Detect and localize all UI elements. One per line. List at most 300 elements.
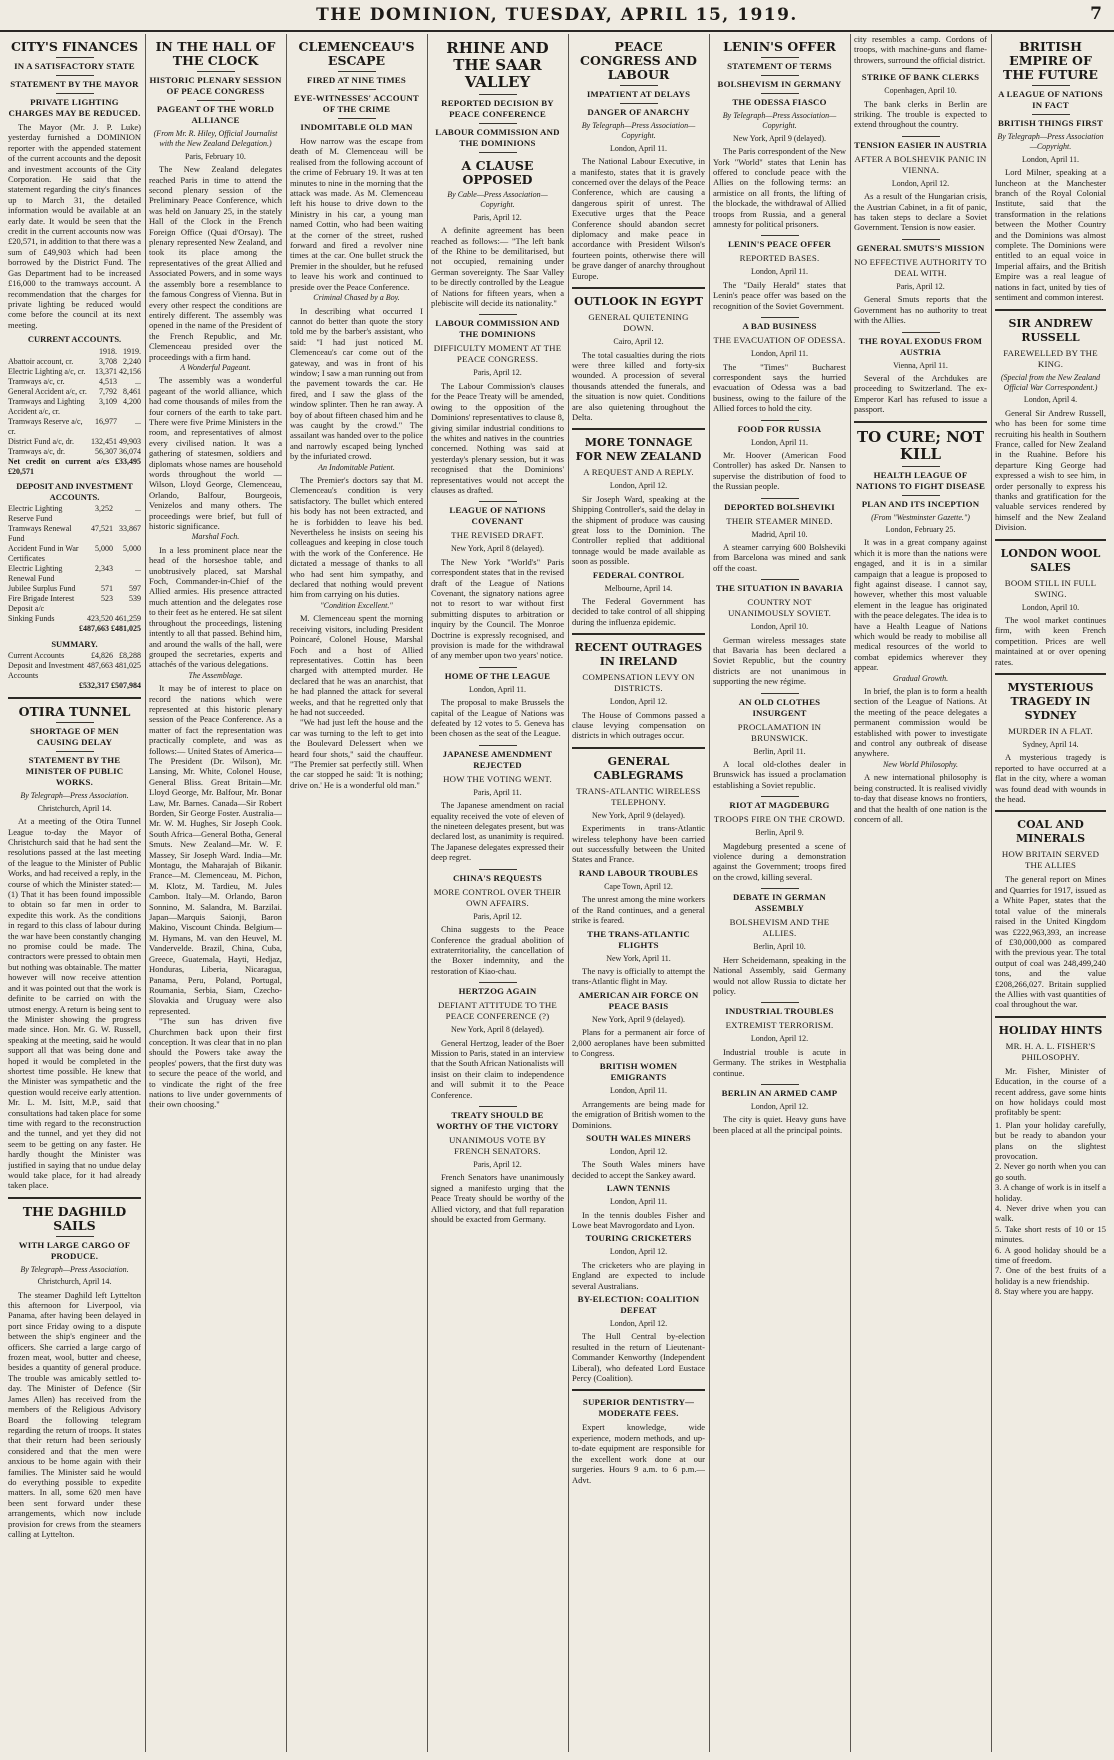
dateline: London, April 11. bbox=[609, 1086, 668, 1096]
dateline: Cape Town, April 12. bbox=[604, 881, 673, 891]
article-situation-bavaria bbox=[713, 583, 846, 686]
article-body: China suggests to the Peace Conference the gradual abolition of extraterritoriality, the cancellation of the Boxer indemnity, and the restoration of Kiao-chau. bbox=[431, 924, 564, 976]
headline: LEAGUE OF NATIONS COVENANT bbox=[449, 505, 546, 527]
byline: By Telegraph—Press Association. bbox=[20, 1264, 129, 1274]
deck: A LEAGUE OF NATIONS IN FACT bbox=[998, 89, 1103, 110]
divider bbox=[56, 1236, 94, 1237]
headline: THE TRANS-ATLANTIC FLIGHTS bbox=[587, 928, 690, 950]
deck: TRANS-ATLANTIC WIRELESS TELEPHONY. bbox=[576, 785, 701, 807]
divider bbox=[479, 501, 517, 502]
deck: MORE CONTROL OVER THEIR OWN AFFAIRS. bbox=[433, 886, 562, 908]
headline: FOOD FOR RUSSIA bbox=[737, 423, 822, 434]
byline: (From Mr. R. Hiley, Official Journalist with the New Zealand Delegation.) bbox=[153, 129, 278, 149]
headline: LENIN'S PEACE OFFER bbox=[727, 239, 832, 250]
article-outlook-egypt bbox=[572, 295, 705, 422]
article-body: Industrial trouble is acute in Germany. The strikes in Westphalia continue. bbox=[713, 1046, 846, 1078]
ad-body: Expert knowledge, wide experience, modern methods, and up-to-date equipment are responsible for the excellent work done at our surgeries. Hours 9 a.m. to 6 p.m.—Advt. bbox=[572, 1422, 705, 1485]
divider bbox=[479, 314, 517, 315]
dateline: London, April 12. bbox=[891, 178, 950, 188]
column-8 bbox=[995, 34, 1106, 1752]
dateline: London, April 12. bbox=[750, 1101, 809, 1111]
article-divider bbox=[572, 1389, 705, 1391]
article-body: The New Zealand delegates reached Paris in time to attend the second plenary session of the Preliminary Peace Conference, which was held on January 25, in the stately Hall of the Clock in the French Foreign Office (Quai d'Orsay). The plenary represented New Zealand, and took its place among the representatives of the great Allied and Associated Powers, and in some ways the assembly bore a resemblance to the famous Congress of Vienna. But in every other respect the conditions are entirely different. The assembly was opened in the name of the President of the French Republic, and Mr. Clemenceau presided over the proceedings with a firm hand. bbox=[149, 164, 282, 362]
dateline: Copenhagen, April 10. bbox=[884, 86, 957, 96]
headline: RHINE AND THE SAAR VALLEY bbox=[446, 39, 549, 91]
dateline: Madrid, April 10. bbox=[751, 529, 808, 539]
divider bbox=[761, 1002, 799, 1003]
dateline: Paris, February 10. bbox=[185, 151, 246, 161]
headline: LENIN'S OFFER bbox=[723, 39, 836, 54]
page-columns bbox=[8, 34, 1106, 1752]
dateline: Paris, April 12. bbox=[896, 281, 945, 291]
article-body: The total casualties during the riots were three killed and forty-six wounded. A procession of several thousands attended the funerals, and the situation is now quiet. Conditions are also quietening throughout the Delta. bbox=[572, 349, 705, 422]
divider bbox=[479, 745, 517, 746]
dateline: Paris, April 12. bbox=[473, 911, 522, 921]
headline: OTIRA TUNNEL bbox=[18, 704, 131, 720]
article-body: The South Wales miners have decided to accept the Sankey award. bbox=[572, 1159, 705, 1180]
article-body: Several of the Archdukes are proceeding to Switzerland. The ex-Emperor Karl has refused to issue a passport. bbox=[854, 372, 987, 415]
dateline: London, April 12. bbox=[609, 481, 668, 491]
headline: BRITISH WOMEN EMIGRANTS bbox=[599, 1061, 678, 1083]
article-bank-clerks bbox=[854, 72, 987, 130]
table-row: Jubilee Surplus Fund 571 597 bbox=[8, 584, 141, 594]
dateline: New York, April 11. bbox=[606, 953, 671, 963]
headline: THE ROYAL EXODUS FROM AUSTRIA bbox=[858, 335, 983, 357]
article-body: The House of Commons passed a clause levying compensation on districts in which outrages occur. bbox=[572, 709, 705, 741]
newspaper-title: THE DOMINION, TUESDAY, APRIL 15, 1919. bbox=[316, 5, 798, 25]
article-body: Plans for a permanent air force of 2,000 aeroplanes have been submitted to Congress. bbox=[572, 1027, 705, 1058]
article-body: The proposal to make Brussels the capital of the League of Nations was defeated by 12 votes to 5. Geneva has been chosen as the seat of the League. bbox=[431, 697, 564, 739]
deck: HOW THE VOTING WENT. bbox=[443, 773, 552, 784]
divider bbox=[56, 93, 94, 94]
article-body: Mr. Fisher, Minister of Education, in the course of a recent address, gave some hints on how holidays could most profitably be spent: bbox=[995, 1065, 1106, 1118]
headline: MORE TONNAGE FOR NEW ZEALAND bbox=[575, 436, 702, 464]
divider bbox=[761, 420, 799, 421]
divider bbox=[761, 579, 799, 580]
dateline: London, April 12. bbox=[609, 697, 668, 707]
deck: THEIR STEAMER MINED. bbox=[726, 515, 833, 526]
article-body: The wool market continues firm, with keen French competition. Prices are well maintained at or over opening rates. bbox=[995, 615, 1106, 667]
headline: CLEMENCEAU'S ESCAPE bbox=[298, 39, 415, 68]
column-5 bbox=[572, 34, 705, 1752]
article-body: The New York "World's" Paris correspondent states that in the revised draft of the League of Nations Covenant, the signatory nations agree not to resort to war without first submitting disputes to arbitration or inquiry by the Council. The Monroe Doctrine is expressly recognised, and provision is made for the withdrawal of any member upon two years' notice. bbox=[431, 556, 564, 661]
table-row: Tramways a/c, dr. 56,307 36,074 bbox=[8, 446, 141, 456]
subheading: The Assemblage. bbox=[188, 670, 243, 680]
deck: THE REVISED DRAFT. bbox=[451, 530, 544, 541]
deck: HISTORIC PLENARY SESSION OF PEACE CONGRESS bbox=[149, 75, 282, 96]
dateline: London, April 4. bbox=[1023, 395, 1078, 405]
article-body: A steamer carrying 600 Bolsheviki from Barcelona was mined and sank off the coast. bbox=[713, 541, 846, 573]
table-row: Tramways and Lighting Accident a/c, cr. 3,109 4,200 bbox=[8, 396, 141, 416]
article-food-for-russia bbox=[713, 424, 846, 492]
masthead bbox=[0, 0, 1114, 32]
dateline: London, April 11. bbox=[609, 1197, 668, 1207]
divider bbox=[761, 317, 799, 318]
deck: PROCLAMATION IN BRUNSWICK. bbox=[737, 721, 822, 743]
article-body: How narrow was the escape from death of M. Clemenceau will be realised from the following account of the crime of February 19. It was at ten minutes to nine in the morning that the attack was made. As M. Clemenceau left his house to drive down to the Ministry in his car, a young man named Cottin, who had been waiting at the corner of the street, rushed forward and fired a revolver nine times at the car. One bullet struck the Premier in the shoulder, but he refused to leave his work and continued to preside over the Peace Conference. bbox=[290, 136, 423, 292]
byline: (From "Westminster Gazette.") bbox=[871, 512, 970, 522]
deck: STATEMENT BY THE MAYOR bbox=[10, 79, 139, 89]
article-to-cure-not-kill bbox=[854, 429, 987, 825]
column-6 bbox=[713, 34, 846, 1752]
divider bbox=[479, 94, 517, 95]
column-rule bbox=[145, 34, 146, 1752]
divider bbox=[761, 1084, 799, 1085]
divider bbox=[902, 68, 940, 69]
byline: (Special from the New Zealand Official War Correspondent.) bbox=[1000, 372, 1101, 392]
article-body: The Labour Commission's clauses for the Peace Treaty will be amended, owing to the opposition of the Dominions' representatives to clause 8, giving similar industrial conditions to the whites and natives in the countries concerned. Nothing was said at yesterday's plenary session, but it was recognised that the Dominions' representatives would not accept the clauses as drafted. bbox=[431, 380, 564, 495]
byline: By Telegraph—Press Association—Copyright. bbox=[997, 132, 1104, 152]
headline: SIR ANDREW RUSSELL bbox=[1008, 316, 1093, 344]
list-item: 3. A change of work is in itself a holiday. bbox=[995, 1182, 1106, 1203]
deck: REPORTED BASES. bbox=[739, 253, 820, 264]
article-body: At a meeting of the Otira Tunnel League to-day the Mayor of Christchurch said that he had sent the resolutions passed at the last meeting of the league to the Minister of Public Works, and had received a reply, in the course of which the Minister stated:—(1) That it has been found impossible to obtain so far men in order to expedite this work. As the conditions in regard to this class of labour during the war have been constantly changing no promise could be made. The contractors were pressed to obtain men but nothing was obtainable. The matter however will now receive attention and it was pointed out that the work is definite to be carried on with the utmost energy. A return is being sent to the Minister showing the progress made since. Hon. Mr. G. W. Russell, speaking at the meeting, said he would support all that was being done and hoped it would be completed in the shortest time possible. He knew that the Minister was sympathetic and the question would receive early attention. Mr. L. M. Isitt, M.P., said that consultations had taken place for some time with regard to the reconstruction and the tunnel, and yet they did not seem to be getting on any faster. He hardly thought the Minister was justified in saying that no undue delay would take place, for it had already taken place. bbox=[8, 816, 141, 1191]
article-body: In a less prominent place near the head of the horseshoe table, and unobtrusively placed, sat Marshal Foch, Commander-in-Chief of the Allied armies. His presence attracted much attention and the delegates rose to their feet as he entered. He sat silent throughout the proceedings, listening intently to all that passed. Behind him, and around the walls of the hall, were grouped the secretaries, experts and attachés of the various delegations. bbox=[149, 544, 282, 670]
article-china-requests bbox=[431, 873, 564, 976]
article-japanese-amendment bbox=[431, 749, 564, 863]
article-body: It may be of interest to place on record the nations which were represented at this historic plenary session of the Peace Conference. As a matter of fact the representation was practically complete, and was as follows:— United States of America—The President (Dr. Wilson), Mr. Lansing, Mr. White, Colonel House, General Bliss. Great Britain—Mr. Lloyd George, Mr. Balfour, Mr. Bonar Law, Mr. Barnes. Canada—Sir Robert Borden, Sir George Foster. Australia—Mr. W. M. Hughes, Sir Joseph Cook. South Africa—General Botha, General Smuts. New Zealand—Mr. W. F. Massey, Sir Joseph Ward. India—Mr. Montagu, the Maharajah of Bikanir. France—M. Clemenceau, M. Pichon, M. Klotz, M. Tardieu, M. Jules Cambon. Italy—M. Orlando, Baron Sonnino, M. Salandra, M. Barzilai. Japan—Marquis Saionji, Baron Makino, Viscount Chinda. Belgium—M. Hymans, M. van den Heuvel, M. Vandervelde. Brazil, China, Cuba, Greece, Guatemala, Hayti, Hedjaz, Honduras, Liberia, Nicaragua, Panama, Peru, Poland, Portugal, Roumania, Serbia, Siam, Czecho-Slovakia and Uruguay were also represented. bbox=[149, 683, 282, 1016]
headline: RECENT OUTRAGES IN IRELAND bbox=[574, 641, 703, 669]
article-more-tonnage bbox=[572, 436, 705, 627]
column-1 bbox=[8, 34, 141, 1752]
deck: THE EVACUATION OF ODESSA. bbox=[713, 335, 846, 346]
subheading: A Wonderful Pageant. bbox=[180, 362, 251, 372]
byline: By Cable—Press Association—Copyright. bbox=[447, 190, 548, 210]
deck: THE ODESSA FIASCO bbox=[732, 97, 827, 107]
deck: MURDER IN A FLAT. bbox=[1008, 726, 1093, 737]
article-body: In describing what occurred I cannot do better than quote the story told me by the barber's assistant, who said: "I had just noticed M. Clemenceau's car come out of the gateway, and was in front of his window; I saw a man running out from the pavement towards the car. He fired, and I saw the glass of the window splinter. Then he ran away. A boy of about fifteen chased him and he was caught by the crowd." The assailant was handed over to the police and narrowly escaped being lynched by the infuriated crowd. bbox=[290, 305, 423, 462]
article-body: General Smuts reports that the Government has no authority to treat with the Allies. bbox=[854, 294, 987, 326]
list-item: 4. Never drive when you can walk. bbox=[995, 1203, 1106, 1224]
dateline: Christchurch, April 14. bbox=[37, 1277, 112, 1287]
dateline: New York, April 8 (delayed). bbox=[450, 1025, 545, 1035]
article-lenins-offer bbox=[713, 40, 846, 229]
headline: INDUSTRIAL TROUBLES bbox=[725, 1006, 834, 1017]
article-hall-of-the-clock bbox=[149, 40, 282, 1110]
article-home-of-league bbox=[431, 671, 564, 739]
article-clemenceau-escape bbox=[290, 40, 423, 790]
deck: MR. H. A. L. FISHER'S PHILOSOPHY. bbox=[1005, 1040, 1096, 1062]
dateline: New York, April 8 (delayed). bbox=[450, 544, 545, 554]
deck: REPORTED DECISION BY PEACE CONFERENCE bbox=[441, 98, 554, 119]
article-body: Magdeburg presented a scene of violence during a demonstration against the Government; troops fired on the crowd, killing several. bbox=[713, 840, 846, 882]
table-heading: CURRENT ACCOUNTS. bbox=[27, 334, 122, 345]
article-otira-tunnel bbox=[8, 705, 141, 1190]
dateline: Cairo, April 12. bbox=[613, 337, 664, 347]
article-peace-congress-labour bbox=[572, 40, 705, 281]
article-divider bbox=[854, 421, 987, 423]
dateline: Paris, April 12. bbox=[473, 212, 522, 222]
article-body: In brief, the plan is to form a health section of the League of Nations. At the meeting of the peace delegates a permanent commission would be established with power to investigate and control any outbreak of disease anywhere. bbox=[854, 686, 987, 759]
headline: IN THE HALL OF THE CLOCK bbox=[155, 39, 276, 68]
divider bbox=[479, 152, 517, 153]
subheading: "Condition Excellent." bbox=[320, 600, 393, 610]
table-row: Tramways Renewal Fund 47,521 33,867 bbox=[8, 524, 141, 544]
deck: EYE-WITNESSES' ACCOUNT OF THE CRIME bbox=[294, 93, 419, 114]
deck: HOW BRITAIN SERVED THE ALLIES bbox=[1001, 849, 1100, 871]
deck: PLAN AND ITS INCEPTION bbox=[861, 498, 980, 509]
article-body: Mr. Hoover (American Food Controller) has asked Dr. Nansen to supervise the distribution of food to the Russian people. bbox=[713, 449, 846, 492]
headline: OUTLOOK IN EGYPT bbox=[574, 295, 703, 309]
dateline: Christchurch, April 14. bbox=[37, 803, 112, 813]
article-divider bbox=[995, 1016, 1106, 1018]
deck: PAGEANT OF THE WORLD ALLIANCE bbox=[156, 104, 275, 125]
list-item: 1. Plan your holiday carefully, but be ready to abandon your plans on the slightest provocation. bbox=[995, 1119, 1106, 1161]
headline: RIOT AT MAGDEBURG bbox=[729, 800, 830, 811]
article-royal-exodus bbox=[854, 336, 987, 415]
headline: CITY'S FINANCES bbox=[10, 39, 138, 54]
headline: THE SITUATION IN BAVARIA bbox=[715, 583, 844, 594]
deck: HEALTH LEAGUE OF NATIONS TO FIGHT DISEASE bbox=[855, 469, 986, 491]
headline: GENERAL SMUTS'S MISSION bbox=[856, 242, 985, 253]
article-british-empire-future bbox=[995, 40, 1106, 303]
article-bad-business bbox=[713, 321, 846, 413]
table-row: Tramways a/c, cr. 4,513 ... bbox=[8, 376, 141, 386]
dateline: London, April 10. bbox=[750, 622, 809, 632]
article-divider bbox=[995, 309, 1106, 311]
deck: NO EFFECTIVE AUTHORITY TO DEAL WITH. bbox=[854, 256, 987, 278]
deck: SHORTAGE OF MEN CAUSING DELAY bbox=[30, 726, 119, 748]
divider bbox=[761, 693, 799, 694]
deck: INDOMITABLE OLD MAN bbox=[300, 122, 413, 132]
article-body: The Mayor (Mr. J. P. Luke) yesterday furnished a DOMINION reporter with the appended statement of the current accounts and the deposit and investment accounts of the City Corporation. He said that the statement regarding the city's finances up to March 31, the detailed information would be available at an early date. It would be seen that the credit in the current accounts now was £20,571, in addition to that there was a sum of £49,903 which had been borrowed by the District Fund. The Gas Department had to be increased £16,000 to the tramways account. A recommendation that the charges for private lighting be reduced would come before the council at its next meeting. bbox=[8, 122, 141, 330]
article-berlin-armed-camp bbox=[713, 1088, 846, 1135]
divider bbox=[479, 667, 517, 668]
headline: COAL AND MINERALS bbox=[1015, 818, 1086, 846]
article-andrew-russell bbox=[995, 317, 1106, 533]
article-body: The assembly was a wonderful pageant of the world alliance, which had come thousands of miles from the four corners of the earth to take part. There were five Prime Ministers in the room, and representatives of almost every civilised nation. It was a gathering of statesmen, soldiers and diplomats whose names are household words throughout the world — Wilson, Lloyd George, Clemenceau, Orlando, Balfour, Bourgeois, Venizelos and many others. The proceedings were brief, but full of historic significance. bbox=[149, 375, 282, 532]
table-row: District Fund a/c, dr. 132,451 49,903 bbox=[8, 436, 141, 446]
divider bbox=[761, 888, 799, 889]
article-body: The unrest among the mine workers of the Rand continues, and a general strike is feared. bbox=[572, 894, 705, 926]
deck: COUNTRY NOT UNANIMOUSLY SOVIET. bbox=[727, 597, 832, 619]
byline: By Telegraph—Press Association—Copyright. bbox=[581, 121, 696, 141]
divider bbox=[56, 75, 94, 76]
hints-list bbox=[995, 1120, 1106, 1297]
deck: LABOUR COMMISSION AND THE DOMINIONS bbox=[435, 127, 560, 148]
headline: LABOUR COMMISSION AND THE DOMINIONS bbox=[435, 318, 560, 340]
divider bbox=[479, 982, 517, 983]
current-accounts-table bbox=[8, 347, 141, 457]
article-body: The city is quiet. Heavy guns have been placed at all the principal points. bbox=[713, 1114, 846, 1135]
article-outrages-ireland bbox=[572, 641, 705, 741]
subheading: Gradual Growth. bbox=[892, 673, 949, 683]
column-7 bbox=[854, 34, 987, 1752]
headline: CHINA'S REQUESTS bbox=[453, 872, 542, 883]
deck: IMPATIENT AT DELAYS bbox=[586, 89, 691, 99]
column-rule bbox=[991, 34, 992, 1752]
column-rule bbox=[850, 34, 851, 1752]
headline: SOUTH WALES MINERS bbox=[586, 1132, 691, 1143]
table-heading: SUMMARY. bbox=[51, 638, 98, 649]
table-row: Electric Lighting Reserve Fund 3,252 ... bbox=[8, 504, 141, 524]
dateline: London, April 11. bbox=[750, 437, 809, 447]
dateline: Melbourne, April 14. bbox=[604, 583, 673, 593]
headline: LAWN TENNIS bbox=[606, 1183, 671, 1194]
article-body: The navy is officially to attempt the trans-Atlantic flight in May. bbox=[572, 965, 705, 987]
dateline: London, February 25. bbox=[885, 524, 956, 534]
headline: FEDERAL CONTROL bbox=[592, 569, 685, 580]
deck: DIFFICULTY MOMENT AT THE PEACE CONGRESS. bbox=[433, 343, 562, 365]
divider bbox=[761, 93, 799, 94]
deck: UNANIMOUS VOTE BY FRENCH SENATORS. bbox=[448, 1134, 547, 1156]
article-divider bbox=[572, 287, 705, 289]
list-item: 7. One of the best fruits of a holiday is a new friendship. bbox=[995, 1265, 1106, 1286]
headline: MYSTERIOUS TRAGEDY IN SYDNEY bbox=[1007, 681, 1094, 723]
divider bbox=[56, 722, 94, 723]
summary-total: £532,317 £507,984 bbox=[79, 680, 141, 690]
divider bbox=[56, 57, 94, 58]
dateline: Berlin, April 10. bbox=[753, 942, 806, 952]
table-row: Accident Fund in War Certificates 5,000 5,000 bbox=[8, 544, 141, 564]
deck: FIRED AT NINE TIMES bbox=[307, 75, 406, 85]
deck: BRITISH THINGS FIRST bbox=[997, 118, 1104, 128]
article-rhine-saar bbox=[431, 40, 564, 308]
dateline: Berlin, April 11. bbox=[753, 746, 806, 756]
divider bbox=[197, 71, 235, 72]
deck: A CLAUSE OPPOSED bbox=[461, 158, 534, 187]
article-body: As a result of the Hungarian crisis, the Austrian Cabinet, in a fit of panic, has taken steps to declare a Soviet Government. Tension is now easier. bbox=[854, 191, 987, 233]
article-league-covenant bbox=[431, 505, 564, 660]
list-item: 5. Take short rests of 10 or 15 minutes. bbox=[995, 1223, 1106, 1245]
dateline: London, April 10. bbox=[1021, 602, 1080, 612]
subheading: Criminal Chased by a Boy. bbox=[313, 293, 400, 303]
article-smuts-mission bbox=[854, 243, 987, 326]
deck: DANGER OF ANARCHY bbox=[587, 107, 690, 117]
divider bbox=[338, 71, 376, 72]
article-divider bbox=[995, 810, 1106, 812]
article-body: "The sun has driven five Churchmen back upon their first conception. It was clear that in no plan should the Powers take away the peoples' powers, that the first duty was to secure the peace of the world, and to vindicate the right of the free nations to live under governments of their own choosing." bbox=[149, 1016, 282, 1110]
divider bbox=[761, 796, 799, 797]
deck: PRIVATE LIGHTING CHARGES MAY BE REDUCED. bbox=[8, 97, 141, 118]
article-holiday-hints bbox=[995, 1024, 1106, 1297]
divider bbox=[761, 235, 799, 236]
article-body: General Hertzog, leader of the Boer Mission to Paris, stated in an interview that the South African Nationalists will insist on their claim to independence and will submit it to the Peace Conference. bbox=[431, 1037, 564, 1100]
headline: HOME OF THE LEAGUE bbox=[444, 670, 551, 681]
article-body: The cricketers who are playing in England are expected to include several Australians. bbox=[572, 1259, 705, 1291]
dateline: Paris, April 11. bbox=[473, 787, 522, 797]
dateline: New York, April 9 (delayed). bbox=[591, 1014, 686, 1024]
article-general-cablegrams bbox=[572, 755, 705, 1384]
divider bbox=[479, 123, 517, 124]
dateline: London, April 11. bbox=[1021, 154, 1080, 164]
article-industrial-troubles bbox=[713, 1006, 846, 1078]
article-body: "We had just left the house and the car was turning to the left to get into the Boulevard Delessert when we heard four shots," said the chauffeur. "The Premier sat perfectly still. When the car stopped he said: 'It is nothing; drive on.' He is a wonderful old man." bbox=[290, 717, 423, 790]
article-riot-magdeburg bbox=[713, 800, 846, 882]
list-item: 2. Never go north when you can go south. bbox=[995, 1161, 1106, 1182]
headline: DEBATE IN GERMAN ASSEMBLY bbox=[733, 892, 826, 914]
deck: DEFIANT ATTITUDE TO THE PEACE CONFERENCE (?) bbox=[437, 1000, 558, 1022]
headline: PEACE CONGRESS AND LABOUR bbox=[580, 39, 697, 82]
article-body: Experiments in trans-Atlantic wireless telephony have been carried out successfully between the United States and France. bbox=[572, 823, 705, 865]
table-row: Current Accounts £4,826 £8,288 bbox=[8, 650, 141, 660]
table-row: Deposit and Investment Accounts 487,663 481,025 bbox=[8, 660, 141, 680]
headline: RAND LABOUR TROUBLES bbox=[578, 867, 699, 878]
table-row: Abattoir account, cr. 3,708 2,240 bbox=[8, 356, 141, 366]
article-body: The bank clerks in Berlin are striking. The trouble is expected to extend throughout the country. bbox=[854, 98, 987, 130]
column-rule bbox=[427, 34, 428, 1752]
byline: By Telegraph—Press Association—Copyright. bbox=[722, 111, 837, 131]
headline: JAPANESE AMENDMENT REJECTED bbox=[442, 748, 553, 770]
divider bbox=[620, 103, 658, 104]
divider bbox=[197, 100, 235, 101]
table-row: Electric Lighting Renewal Fund 2,343 ... bbox=[8, 564, 141, 584]
divider bbox=[56, 751, 94, 752]
subheading: Marshal Foch. bbox=[191, 532, 240, 542]
subheading: New World Philosophy. bbox=[882, 759, 959, 769]
deck: A REQUEST AND A REPLY. bbox=[583, 467, 694, 478]
deck: GENERAL QUIETENING DOWN. bbox=[588, 312, 689, 334]
headline: A BAD BUSINESS bbox=[742, 321, 817, 332]
column-3 bbox=[290, 34, 423, 1752]
divider bbox=[761, 75, 799, 76]
headline: TENSION EASIER IN AUSTRIA bbox=[854, 139, 987, 150]
headline: LONDON WOOL SALES bbox=[1000, 546, 1101, 574]
year-header: 1919. bbox=[123, 346, 141, 356]
article-coal-minerals bbox=[995, 818, 1106, 1009]
headline: TREATY SHOULD BE WORTHY OF THE VICTORY bbox=[436, 1109, 559, 1131]
divider bbox=[902, 136, 940, 137]
article-divider bbox=[572, 428, 705, 430]
article-body: The Federal Government has decided to take control of all shipping during the influenza epidemic. bbox=[572, 596, 705, 627]
deck: BOLSHEVISM IN GERMANY bbox=[717, 79, 842, 89]
headline: GENERAL CABLEGRAMS bbox=[593, 754, 684, 782]
article-daghild-sails bbox=[8, 1205, 141, 1540]
divider bbox=[902, 466, 940, 467]
dateline: Paris, April 12. bbox=[473, 1159, 522, 1169]
article-body: General Sir Andrew Russell, who has been for some time recruiting his health in Southern France, called for New Zealand in the Ruahine. Before his departure King George had expressed a wish to see him, in order personally to express his thanks and gratification for the valuable services rendered by himself and the New Zealand Division. bbox=[995, 407, 1106, 533]
article-deported-bolsheviki bbox=[713, 502, 846, 574]
article-labour-commission bbox=[431, 318, 564, 495]
article-tension-austria bbox=[854, 140, 987, 233]
headline: BY-ELECTION: COALITION DEFEAT bbox=[577, 1294, 700, 1316]
article-city-finances bbox=[8, 40, 141, 691]
article-lenins-peace-offer bbox=[713, 239, 846, 311]
column-rule bbox=[286, 34, 287, 1752]
net-credit-line: Net credit on current a/cs £33,495 £20,571 bbox=[8, 456, 141, 476]
headline: BERLIN AN ARMED CAMP bbox=[721, 1087, 838, 1098]
dateline: London, April 12. bbox=[750, 1034, 809, 1044]
subheading: An Indomitable Patient. bbox=[318, 462, 395, 472]
article-body: Sir Joseph Ward, speaking at the Shipping Controller's, said the delay in the shipment of produce was causing great loss to the Dominion. The Controller replied that additional tonnage would be made available as soon as possible. bbox=[572, 493, 705, 567]
deck: TROOPS FIRE ON THE CROWD. bbox=[713, 814, 846, 825]
table-row: Fire Brigade Interest Deposit a/c 523 539 bbox=[8, 594, 141, 614]
headline: HERTZOG AGAIN bbox=[458, 986, 537, 997]
article-london-wool-sales bbox=[995, 547, 1106, 667]
article-body: The "Daily Herald" states that Lenin's peace offer was based on the recognition of the Soviet Government. bbox=[713, 279, 846, 311]
dateline: London, April 11. bbox=[750, 349, 809, 359]
article-hertzog-again bbox=[431, 986, 564, 1100]
advertisement-dentistry bbox=[572, 1397, 705, 1484]
article-divider bbox=[995, 539, 1106, 541]
deck: WITH LARGE CARGO OF PRODUCE. bbox=[18, 1239, 131, 1261]
headline: THE DAGHILD SAILS bbox=[22, 1203, 127, 1233]
headline: HOLIDAY HINTS bbox=[998, 1023, 1103, 1037]
dateline: New York, April 9 (delayed). bbox=[591, 810, 686, 820]
deposit-accounts-table bbox=[8, 504, 141, 624]
table-heading: DEPOSIT AND INVESTMENT ACCOUNTS. bbox=[16, 481, 133, 502]
deck: BOLSHEVISM AND THE ALLIES. bbox=[729, 917, 830, 939]
deck: STATEMENT BY THE MINISTER OF PUBLIC WORKS. bbox=[25, 755, 124, 788]
divider bbox=[1032, 114, 1070, 115]
list-item: 8. Stay where you are happy. bbox=[995, 1286, 1094, 1297]
dateline: London, April 12. bbox=[609, 1319, 668, 1329]
article-body: M. Clemenceau spent the morning receiving visitors, including President Poincaré, Colonel House, Marshal Foch and a host of Allied representatives. Cottin has been charged with attempted murder. He declared that he was an anarchist, that he had planned the attack for several weeks, and that he regretted only that he had not succeeded. bbox=[290, 613, 423, 717]
article-body: A definite agreement has been reached as follows:— "The left bank of the Rhine to be demilitarised, but not occupied, remaining under German sovereignty. The Saar Valley to be directly controlled by the League of Nations for fifteen years, when a plebiscite will decide its nationality." bbox=[431, 225, 564, 309]
dateline: London, April 11. bbox=[468, 684, 527, 694]
divider bbox=[338, 89, 376, 90]
article-body: A local old-clothes dealer in Brunswick has issued a proclamation establishing a Soviet republic. bbox=[713, 759, 846, 790]
